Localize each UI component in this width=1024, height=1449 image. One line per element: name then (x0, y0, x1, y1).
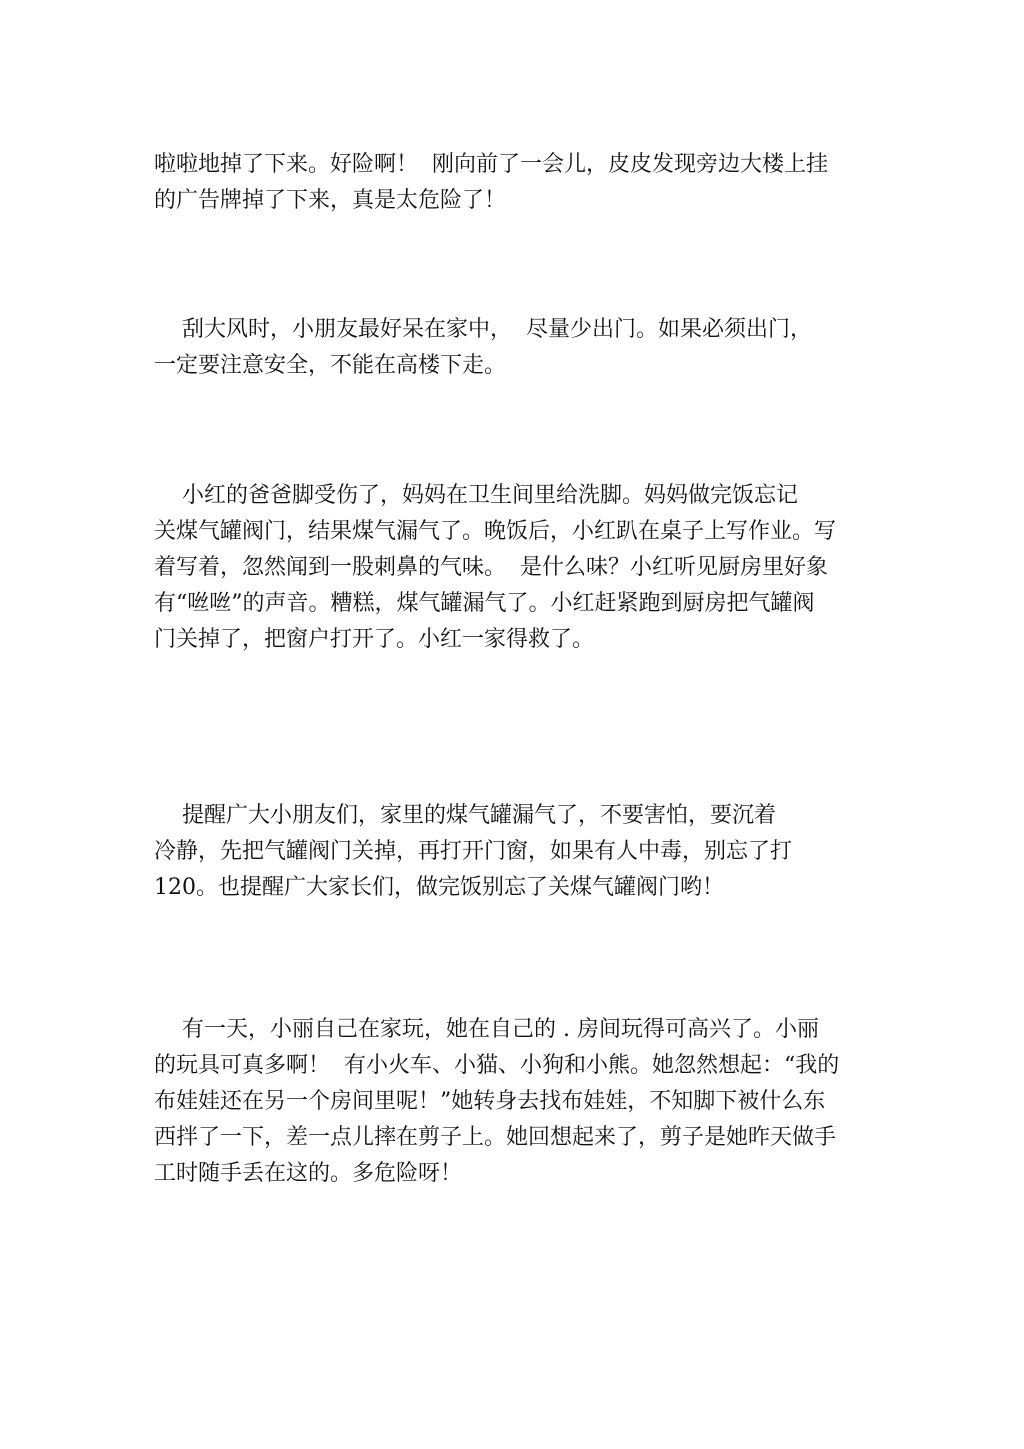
text-line: 的玩具可真多啊！ 有小火车、小猫、小狗和小熊。她忽然想起：“我的 (154, 1053, 840, 1078)
text-line: 120。也提醒广大家长们，做完饭别忘了关煤气罐阀门哟！ (154, 875, 724, 900)
text-line: 的广告牌掉了下来，真是太危险了！ (154, 188, 507, 213)
text-line: 门关掉了，把窗户打开了。小红一家得救了。 (154, 627, 595, 652)
text-line: 有“咝咝”的声音。糟糕，煤气罐漏气了。小红赶紧跑到厨房把气罐阀 (154, 591, 815, 616)
paragraph-3 (154, 478, 874, 658)
text-line: 冷静，先把气罐阀门关掉，再打开门窗，如果有人中毒，别忘了打 (154, 839, 793, 864)
text-line: 关煤气罐阀门，结果煤气漏气了。晚饭后，小红趴在桌子上写作业。写 (154, 519, 837, 544)
paragraph-1 (154, 147, 874, 219)
text-line: 提醒广大小朋友们，家里的煤气罐漏气了，不要害怕，要沉着 (154, 803, 776, 828)
text-line: 一定要注意安全，不能在高楼下走。 (154, 353, 507, 378)
paragraph-4 (154, 798, 874, 906)
text-line: 刮大风时，小朋友最好呆在家中， 尽量少出门。如果必须出门， (154, 317, 812, 342)
text-line: 啦啦地掉了下来。好险啊！ 刚向前了一会儿，皮皮发现旁边大楼上挂 (154, 152, 828, 177)
paragraph-5 (154, 1012, 874, 1192)
text-line: 有一天，小丽自己在家玩，她在自己的 . 房间玩得可高兴了。小丽 (154, 1017, 819, 1042)
paragraph-2 (154, 312, 874, 384)
text-line: 西拌了一下，差一点儿摔在剪子上。她回想起来了，剪子是她昨天做手 (154, 1125, 837, 1150)
text-line: 着写着，忽然闻到一股刺鼻的气味。 是什么味？小红听见厨房里好象 (154, 555, 828, 580)
text-line: 小红的爸爸脚受伤了，妈妈在卫生间里给洗脚。妈妈做完饭忘记 (154, 483, 798, 508)
text-line: 工时随手丢在这的。多危险呀！ (154, 1161, 463, 1186)
text-line: 布娃娃还在另一个房间里呢！”她转身去找布娃娃，不知脚下被什么东 (154, 1089, 826, 1114)
